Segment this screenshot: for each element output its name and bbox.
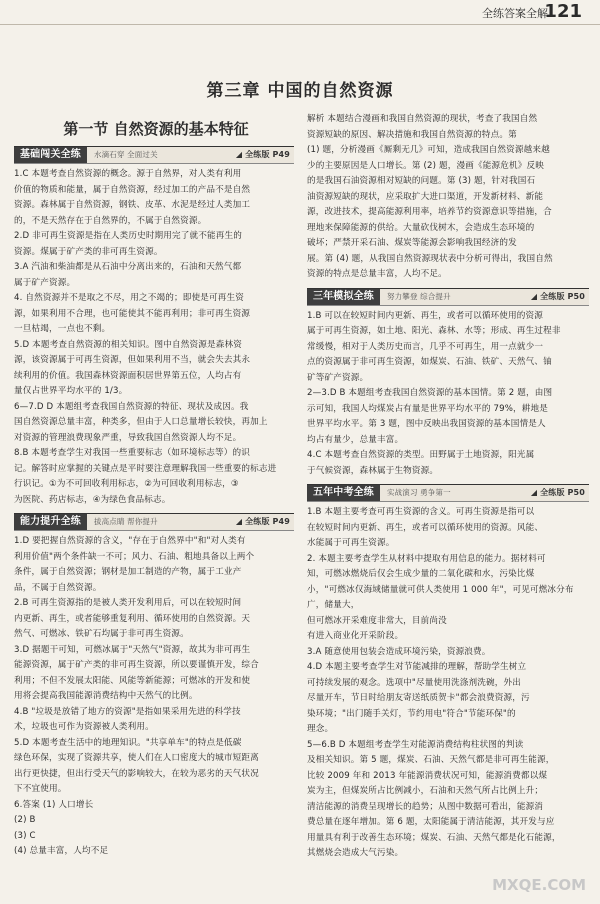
- bar-page-ref: ◢ 全练版 P50: [530, 488, 585, 497]
- text-line: (3) C: [14, 830, 36, 841]
- left-column: [14, 146, 294, 860]
- text-line: 条件，属于自然资源；钢材是加工制造的产物，属于工业产: [14, 567, 242, 577]
- chapter-title: 第三章 中国的自然资源: [206, 81, 394, 101]
- text-line: 于气候资源，森林属于生物资源。: [307, 465, 439, 476]
- bar-subtitle: 拔高点睛 帮你提升: [94, 517, 158, 526]
- text-line: 破坏；严禁开采石油、煤炭等能源会影响我国经济的发: [307, 238, 517, 248]
- bar-page-ref: ◢ 全练版 P49: [235, 517, 290, 526]
- text-line: 5—6.B D 本题组考查学生对能源消费结构柱状图的判读: [307, 739, 524, 750]
- text-line: 价值的物质和能量，属于自然资源，经过加工的产品不是自然: [14, 184, 251, 195]
- text-line: 清洁能源的消费呈现增长的趋势；从图中数据可看出，能源消: [307, 801, 544, 812]
- text-line: 理念。: [307, 724, 334, 734]
- text-line: 6—7.D D 本题组考查我国自然资源的特征、现状及成因。我: [14, 401, 249, 412]
- text-line: 1.B 本题主要考查可再生资源的含义。可再生资源是指可以: [307, 507, 535, 517]
- text-line: 出行更快捷，但出行受天气的影响较大，在较为恶劣的天气状况: [14, 768, 259, 779]
- text-line: 油资源短缺的现状，应采取扩大进口渠道，开发新材料、新能: [307, 191, 544, 202]
- text-line: 资源。森林属于自然资源，钢铁、皮革、水泥是经过人类加工: [14, 200, 251, 210]
- text-line: 5.D 本题考查生活中的地理知识。"共享单车"的特点是低碳: [14, 737, 242, 748]
- bar-title: 能力提升全练: [14, 514, 87, 530]
- text-line: 内更新、再生，或者能够重复利用、循环使用的自然资源。天: [14, 613, 251, 624]
- text-line: 2—3.D B 本题组考查我国自然资源的基本国情。第 2 题，由图: [307, 388, 553, 398]
- text-line: 1.C 本题考查自然资源的概念。源于自然界，对人类有利用: [14, 169, 242, 179]
- text-line: 的是我国石油资源相对短缺的问题。第 (3) 题，针对我国石: [307, 176, 536, 186]
- text-line: 展。第 (4) 题，从我国自然资源现状表中分析可得出，我国自然: [307, 253, 553, 264]
- bar-page-ref: ◢ 全练版 P49: [235, 150, 290, 159]
- text-line: 4. 自然资源并不是取之不尽，用之不竭的；即使是可再生资: [14, 293, 244, 303]
- answer-block-exam: [307, 505, 589, 862]
- text-line: 染环境；"出门随手关灯，节约用电"符合"节能环保"的: [307, 708, 516, 719]
- text-line: 国自然资源总量丰富，种类多，但由于人口总量增长较快，再加上: [14, 417, 268, 427]
- analysis-block: [307, 112, 589, 283]
- text-line: 记。解答时应掌握的关键点是平时要注意理解我国一些重要的标志进: [14, 463, 277, 474]
- bar-title: 基础闯关全练: [14, 147, 87, 163]
- text-line: 一旦枯竭，一点也不剩。: [14, 324, 111, 334]
- text-line: 均占有量少，总量丰富。: [307, 434, 404, 445]
- text-line: 然气、可燃冰、铁矿石均属于非可再生资源。: [14, 629, 189, 639]
- bar-title: 三年模拟全练: [307, 289, 380, 305]
- text-line: 术，垃圾也可作为资源被人类利用。: [14, 722, 154, 732]
- text-line: (1) 题，分析漫画《厮剩无几》可知，造成我国自然资源越来越: [307, 145, 550, 155]
- text-line: 小，"可燃冰仅海域储量就可供人类使用 1 000 年"，可见可燃冰分布广，储量大，: [307, 584, 574, 610]
- text-line: 资源。煤属于矿产类的非可再生资源。: [14, 246, 163, 257]
- text-line: 利用；不但不发展太阳能、风能等新能源；可燃冰的开发和使: [14, 675, 251, 686]
- right-column: [307, 112, 589, 862]
- text-line: 有进入商业化开采阶段。: [307, 631, 404, 641]
- answer-block-mock: [307, 309, 589, 480]
- text-line: 但可燃冰开采难度非常大，目前尚没: [307, 615, 447, 626]
- bar-title: 五年中考全练: [307, 485, 380, 501]
- text-line: 8.B 本题考查学生对我国一些重要标志（如环境标志等）的识: [14, 448, 251, 458]
- section-bar-ability: [14, 513, 294, 531]
- text-line: 5.D 本题考查自然资源的相关知识。图中自然资源是森林资: [14, 339, 242, 350]
- text-line: 续利用的价值。我国森林资源面积居世界第五位，人均占有: [14, 370, 242, 381]
- page-number: 121: [544, 1, 582, 22]
- watermark-text: MXQE.COM: [492, 876, 586, 894]
- text-line: 1.D 要把握自然资源的含义，"存在于自然界中"和"对人类有: [14, 536, 246, 546]
- text-line: 费总量在逐年增加。第 6 题，太阳能属于清洁能源，其开发与应: [307, 817, 555, 827]
- text-line: 下不宜使用。: [14, 784, 67, 794]
- text-line: 及相关知识。第 5 题，煤炭、石油、天然气都是非可再生能源，: [307, 755, 555, 765]
- text-line: 2.B 可再生资源指的是被人类开发利用后，可以在较短时间: [14, 598, 242, 608]
- text-line: 炭为主，但煤炭所占比例减小，石油和天然气所占比例上升；: [307, 786, 544, 796]
- section-title: 第一节 自然资源的基本特征: [63, 120, 249, 138]
- text-line: 品，不属于自然资源。: [14, 582, 102, 593]
- text-line: 6.答案 (1) 人口增长: [14, 799, 94, 810]
- text-line: 在较短时间内更新、再生，或者可以循环使用的资源。风能、: [307, 522, 544, 533]
- text-line: 4.B "垃圾是放错了地方的资源"是指如果采用先进的科学技: [14, 706, 241, 717]
- text-line: 矿等矿产资源。: [307, 372, 369, 383]
- text-line: 源，该资源属于可再生资源，但如果利用不当，就会失去其永: [14, 355, 251, 365]
- text-line: (4) 总量丰富，人均不足: [14, 846, 109, 856]
- text-line: 知，可燃冰燃烧后仅会生成少量的二氧化碳和水，污染比煤: [307, 569, 535, 579]
- text-line: 量仅占世界平均水平的 1/3。: [14, 386, 128, 396]
- text-line: 其燃烧会造成大气污染。: [307, 848, 404, 858]
- text-line: 理地来保障能源的供给。大量砍伐树木，会造成生态环境的: [307, 222, 535, 233]
- text-line: 2.D 非可再生资源是指在人类历史时期用完了就不能再生的: [14, 231, 242, 241]
- text-line: 水能属于可再生资源。: [307, 538, 395, 548]
- text-line: 用量具有利于改善生态环境；煤炭、石油、天然气都是化石能源，: [307, 832, 561, 843]
- bar-subtitle: 水滴石穿 全面过关: [94, 150, 158, 159]
- text-line: 点的资源属于非可再生资源，如煤炭、石油、铁矿、天然气、铀: [307, 357, 552, 367]
- text-line: 世界平均水平。第 3 题，图中反映出我国资源的基本国情是人: [307, 419, 546, 429]
- text-line: 常缓慢，相对于人类历史而言，几乎不可再生，用一点就少一: [307, 341, 544, 352]
- text-line: 对资源的管理浪费现象严重，导致我国自然资源人均不足。: [14, 432, 242, 443]
- text-line: 示可知，我国人均煤炭占有量是世界平均水平的 79%，耕地是: [307, 403, 549, 414]
- text-line: 4.C 本题考查自然资源的类型。田野属于土地资源，阳光属: [307, 450, 535, 460]
- text-line: 比较 2009 年和 2013 年能源消费状况可知，能源消费都以煤: [307, 770, 548, 781]
- text-line: 源，改进技术，提高能源利用率，培养节约资源意识等措施，合: [307, 207, 552, 217]
- section-bar-mock: [307, 288, 589, 306]
- section-bar-basic: [14, 146, 294, 164]
- text-line: 绿色环保，实现了资源共享，使人们在人口密度大的城市短距离: [14, 753, 259, 763]
- text-line: 2. 本题主要考查学生从材料中提取有用信息的能力。据材料可: [307, 553, 546, 564]
- text-line: 尽量开车，节日时给朋友寄送纸质贺卡"都会浪费资源，污: [307, 693, 530, 703]
- text-line: 3.A 随意使用包装会造成环境污染，资源浪费。: [307, 646, 491, 657]
- header-title: 全练答案全解: [482, 7, 548, 20]
- text-line: 资源短缺的原因、解决措施和我国自然资源的特点。第: [307, 129, 517, 140]
- bar-subtitle: 实战演习 勇争第一: [387, 488, 451, 497]
- section-bar-exam: [307, 484, 589, 502]
- text-line: 用将会提高我国能源消费结构中天然气的比例。: [14, 691, 198, 701]
- bar-page-ref: ◢ 全练版 P50: [530, 291, 585, 301]
- text-line: 的，不是天然存在于自然界的，不属于自然资源。: [14, 215, 207, 226]
- text-line: (2) B: [14, 815, 36, 825]
- answer-block-basic: [14, 167, 294, 508]
- text-line: 能源资源，属于矿产类的非可再生资源，所以要谨慎开发，综合: [14, 660, 259, 670]
- text-line: 属于矿产资源。: [14, 277, 76, 288]
- text-line: 利用价值"两个条件缺一不可；风力、石油、粗地具备以上两个: [14, 551, 255, 562]
- text-line: 4.D 本题主要考查学生对节能减排的理解，帮助学生树立: [307, 662, 527, 672]
- text-line: 属于可再生资源，如土地、阳光、森林、水等；形成、再生过程非: [307, 326, 561, 336]
- page-header: [0, 0, 600, 25]
- text-line: 3.A 汽油和柴油都是从石油中分离出来的，石油和天然气都: [14, 262, 242, 272]
- bar-subtitle: 努力攀登 综合提升: [387, 291, 451, 301]
- answer-block-ability: [14, 534, 294, 860]
- text-line: 1.B 可以在较短时间内更新、再生，或者可以循环使用的资源: [307, 310, 544, 321]
- text-line: 3.D 据题干可知，可燃冰属于"天然气"资源，故其为非可再生: [14, 644, 251, 655]
- text-line: 可持续发展的观念。选项中"尽量使用洗涤剂洗碗，外出: [307, 677, 521, 688]
- text-line: 解析 本题结合漫画和我国自然资源的现状，考查了我国自然: [307, 114, 538, 124]
- text-line: 少的主要原因是人口增长。第 (2) 题，漫画《能源危机》反映: [307, 160, 544, 171]
- text-line: 源，如果利用不合理，也可能使其不能再利用；非可再生资源: [14, 308, 251, 319]
- text-line: 行识记。①为不可回收利用标志，②为可回收利用标志，③: [14, 479, 239, 489]
- text-line: 为医院、药店标志，④为绿色食品标志。: [14, 494, 171, 505]
- text-line: 资源的特点是总量丰富，人均不足。: [307, 269, 447, 279]
